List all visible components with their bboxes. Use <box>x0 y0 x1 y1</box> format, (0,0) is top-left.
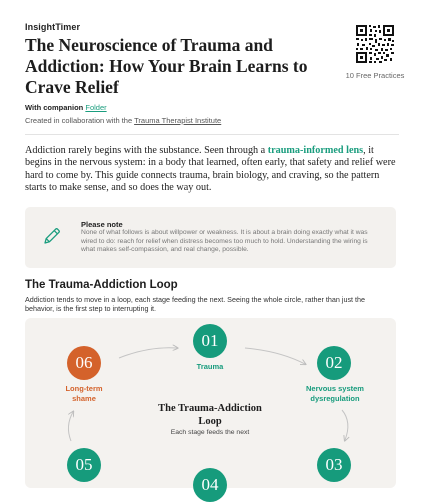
loop-node-01-label: Trauma <box>196 362 224 371</box>
loop-node-03: 03 <box>317 448 351 482</box>
companion-line <box>25 103 107 112</box>
loop-center-subtitle: Each stage feeds the next <box>170 429 250 436</box>
collaboration-prefix: Created in collaboration with the <box>25 116 133 125</box>
companion-prefix: With companion <box>25 103 84 112</box>
intro-highlight-link[interactable]: trauma-informed lens <box>267 145 364 156</box>
note-title: Please note <box>81 220 123 229</box>
loop-node-06-label: Long-term shame <box>65 384 103 403</box>
brand-logo: InsightTimer <box>25 22 81 32</box>
arrow-02-to-03 <box>342 410 348 440</box>
divider <box>25 134 399 135</box>
qr-code <box>355 24 395 64</box>
arrow-01-to-02 <box>245 348 305 364</box>
intro-text-before: Addiction rarely begins with the substance. Seen through a <box>25 145 268 156</box>
note-body: None of what follows is about willpower or weakness. It is about a brain doing exactly what it was wired to do: reach for relief when distress becomes too much to hold. Understanding the wiring is what makes self-compassion, and real change, possible. <box>81 229 368 254</box>
section-title: The Trauma-Addiction Loop <box>25 279 178 291</box>
arrow-06-to-01 <box>119 348 177 358</box>
companion-folder-link[interactable]: Folder <box>85 103 107 112</box>
loop-node-04: 04 <box>193 468 227 502</box>
note-callout <box>25 207 396 268</box>
loop-node-06: 06 <box>67 346 101 380</box>
arrow-05-to-06 <box>68 412 73 441</box>
page-title: The Neuroscience of Trauma and Addiction: How Your Brain Learns to Crave Relief <box>25 35 308 97</box>
loop-node-02-label: Nervous system dysregulation <box>306 384 364 403</box>
intro-text-after: , it begins in the nervous system: in a body that learned, often early, that safety and relief were hard to come by. This guide connects trauma, brain biology, and craving, so the pattern starts to make sense, and so does the way out. <box>25 145 396 193</box>
collaboration-link[interactable]: Trauma Therapist Institute <box>134 116 222 125</box>
loop-diagram <box>25 318 396 494</box>
pencil-icon <box>42 226 62 246</box>
section-description: Addiction tends to move in a loop, each stage feeding the next. Seeing the whole circle, rather than just the behavior, is the first step to interrupting it. <box>25 295 366 313</box>
loop-node-01: 01 <box>193 324 227 358</box>
qr-caption: 10 Free Practices <box>345 71 405 80</box>
loop-node-02: 02 <box>317 346 351 380</box>
intro-paragraph <box>25 145 397 194</box>
loop-node-05: 05 <box>67 448 101 482</box>
loop-center-title: The Trauma-Addiction Loop <box>158 403 262 427</box>
collaboration-line <box>25 116 221 125</box>
